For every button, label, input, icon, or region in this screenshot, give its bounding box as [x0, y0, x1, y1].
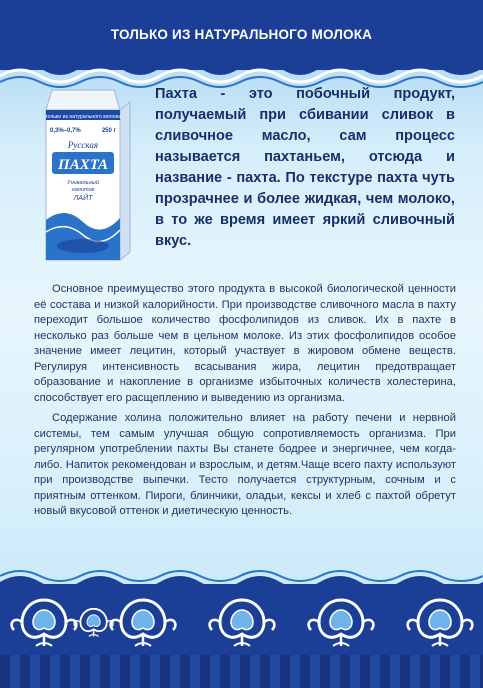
ornament-small-1	[74, 609, 113, 637]
carton-fat: 0,3%–0,7%	[50, 128, 81, 134]
carton-desc-line2: напиток	[71, 187, 95, 193]
body-text	[34, 282, 456, 520]
carton-desc-line1: Уникальный	[67, 180, 99, 186]
ornament-1	[12, 600, 77, 646]
body-paragraph-2: Содержание холина положительно влияет на работу печени и нервной системы, тем самым улучшая общую сопротивляемость организма. При регулярном употреблении пахты Вы станете бодрее и энергичнее, чем когда-либо. Напиток рекомендован и взрослым, и детям.Чаще всего пахту используют при производстве выпечки. Тесто получается структурным, сочным и с приятным оттенком. Пироги, блинчики, оладьи, кексы и хлеб с пахтой обретут новый вкусовой оттенок и диетическую ценность.	[34, 412, 456, 517]
ornament-3	[210, 600, 275, 646]
ornament-5	[408, 600, 473, 646]
carton-product-name: ПАХТА	[58, 157, 108, 173]
footer-pattern-strip	[0, 655, 483, 688]
carton-volume: 250 г	[101, 128, 116, 134]
page-title: ТОЛЬКО ИЗ НАТУРАЛЬНОГО МОЛОКА	[110, 27, 373, 42]
carton-brand: Русская	[67, 140, 99, 150]
lead-paragraph: Пахта - это побочный продукт, получаемый при сбивании сливок в сливочное масло, сам процесс называется пахтаньем, отсюда и название - пахта. По текстуре пахта чуть прозрачнее и более жидкая, чем молоко, в то же время имеет яркий сливочный вкус.	[155, 86, 455, 249]
carton-tagline: только из натурального молока	[45, 114, 121, 120]
body-paragraph-1: Основное преимущество этого продукта в высокой биологической ценности её состава и низкой калорийности. При производстве сливочного масла в пахту переходит большое количество фосфолипидов из сливок. Их в пахте в несколько раз больше чем в цельном молоке. Из этих фосфолипидов особое значение имеет лецитин, который участвует в жировом обмене веществ. Регулируя интенсивность всасывания жира, лецитин предотвращает образование и накопление в организме избыточных количеств холестерина, способствует его расщеплению и выведению из организма.	[34, 283, 456, 404]
carton-variant: ЛАЙТ	[73, 195, 93, 202]
product-carton-image	[30, 80, 140, 265]
ornament-2	[111, 600, 176, 646]
ornament-4	[309, 600, 374, 646]
ornament-row	[0, 592, 483, 654]
